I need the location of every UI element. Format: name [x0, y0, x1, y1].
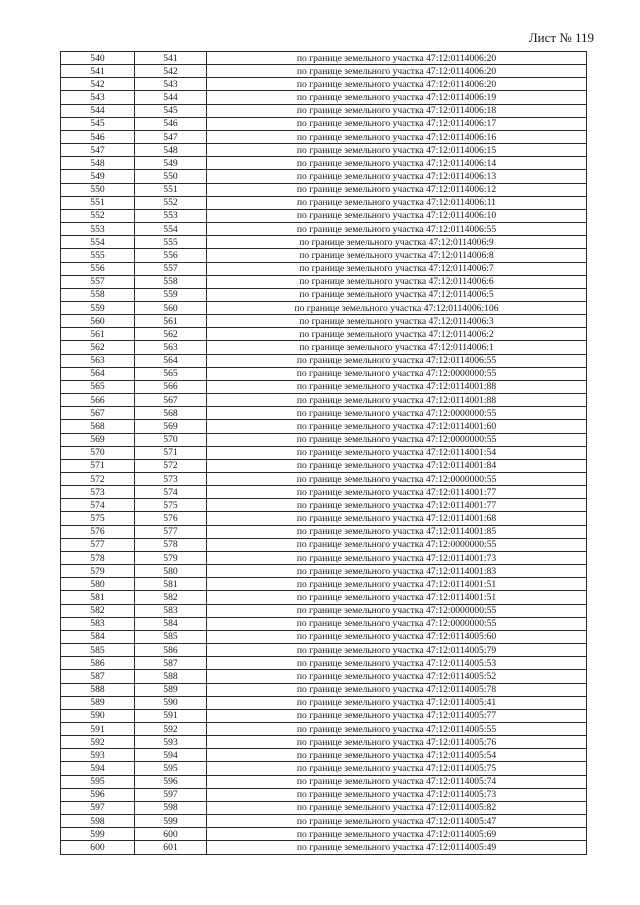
point-to-cell: 569 — [135, 420, 207, 433]
point-from-cell: 566 — [61, 394, 135, 407]
point-to-cell: 550 — [135, 170, 207, 183]
point-to-cell: 543 — [135, 78, 207, 91]
description-cell: по границе земельного участка 47:12:0114001:77 — [207, 499, 587, 512]
point-from-cell: 560 — [61, 315, 135, 328]
point-to-cell: 558 — [135, 275, 207, 288]
description-cell: по границе земельного участка 47:12:0114001:77 — [207, 486, 587, 499]
point-from-cell: 580 — [61, 578, 135, 591]
table-row — [61, 223, 587, 236]
point-to-cell: 565 — [135, 367, 207, 380]
point-from-cell: 570 — [61, 446, 135, 459]
point-to-cell: 570 — [135, 433, 207, 446]
description-cell: по границе земельного участка 47:12:0114001:68 — [207, 512, 587, 525]
table-row — [61, 486, 587, 499]
table-row — [61, 670, 587, 683]
point-from-cell: 543 — [61, 91, 135, 104]
point-from-cell: 594 — [61, 762, 135, 775]
table-row — [61, 762, 587, 775]
description-cell: по границе земельного участка 47:12:0114006:1 — [207, 341, 587, 354]
description-cell: по границе земельного участка 47:12:0114005:41 — [207, 696, 587, 709]
description-cell: по границе земельного участка 47:12:0114005:82 — [207, 801, 587, 814]
table-row — [61, 91, 587, 104]
table-row — [61, 473, 587, 486]
point-to-cell: 572 — [135, 459, 207, 472]
table-row — [61, 775, 587, 788]
point-to-cell: 593 — [135, 736, 207, 749]
point-from-cell: 561 — [61, 328, 135, 341]
point-to-cell: 556 — [135, 249, 207, 262]
point-to-cell: 551 — [135, 183, 207, 196]
point-to-cell: 548 — [135, 144, 207, 157]
description-cell: по границе земельного участка 47:12:0000000:55 — [207, 617, 587, 630]
description-cell: по границе земельного участка 47:12:0114005:75 — [207, 762, 587, 775]
table-row — [61, 683, 587, 696]
point-to-cell: 545 — [135, 104, 207, 117]
description-cell: по границе земельного участка 47:12:0114001:60 — [207, 420, 587, 433]
point-from-cell: 592 — [61, 736, 135, 749]
description-cell: по границе земельного участка 47:12:0114006:18 — [207, 104, 587, 117]
point-to-cell: 588 — [135, 670, 207, 683]
point-from-cell: 545 — [61, 117, 135, 130]
description-cell: по границе земельного участка 47:12:0114001:73 — [207, 551, 587, 564]
point-to-cell: 583 — [135, 604, 207, 617]
point-to-cell: 547 — [135, 130, 207, 143]
description-cell: по границе земельного участка 47:12:0114005:53 — [207, 657, 587, 670]
description-cell: по границе земельного участка 47:12:0000000:55 — [207, 473, 587, 486]
point-from-cell: 575 — [61, 512, 135, 525]
description-cell: по границе земельного участка 47:12:0114006:2 — [207, 328, 587, 341]
description-cell: по границе земельного участка 47:12:0114006:17 — [207, 117, 587, 130]
point-from-cell: 569 — [61, 433, 135, 446]
point-from-cell: 589 — [61, 696, 135, 709]
description-cell: по границе земельного участка 47:12:0114006:106 — [207, 301, 587, 314]
table-row — [61, 433, 587, 446]
table-row — [61, 630, 587, 643]
point-to-cell: 542 — [135, 65, 207, 78]
table-row — [61, 249, 587, 262]
point-to-cell: 553 — [135, 209, 207, 222]
point-to-cell: 575 — [135, 499, 207, 512]
description-cell: по границе земельного участка 47:12:0114005:76 — [207, 736, 587, 749]
description-cell: по границе земельного участка 47:12:0114005:49 — [207, 841, 587, 854]
point-from-cell: 584 — [61, 630, 135, 643]
description-cell: по границе земельного участка 47:12:0000000:55 — [207, 407, 587, 420]
table-row — [61, 617, 587, 630]
table-row — [61, 262, 587, 275]
point-to-cell: 561 — [135, 315, 207, 328]
description-cell: по границе земельного участка 47:12:0114006:14 — [207, 157, 587, 170]
table-row — [61, 157, 587, 170]
point-to-cell: 549 — [135, 157, 207, 170]
table-row — [61, 841, 587, 854]
point-to-cell: 567 — [135, 394, 207, 407]
point-to-cell: 585 — [135, 630, 207, 643]
point-from-cell: 588 — [61, 683, 135, 696]
point-to-cell: 601 — [135, 841, 207, 854]
description-cell: по границе земельного участка 47:12:0114006:12 — [207, 183, 587, 196]
table-row — [61, 446, 587, 459]
table-row — [61, 499, 587, 512]
point-to-cell: 552 — [135, 196, 207, 209]
description-cell: по границе земельного участка 47:12:0114006:5 — [207, 288, 587, 301]
description-cell: по границе земельного участка 47:12:0114005:78 — [207, 683, 587, 696]
point-from-cell: 563 — [61, 354, 135, 367]
table-row — [61, 749, 587, 762]
description-cell: по границе земельного участка 47:12:0114006:9 — [207, 236, 587, 249]
table-row — [61, 144, 587, 157]
point-to-cell: 555 — [135, 236, 207, 249]
table-row — [61, 815, 587, 828]
description-cell: по границе земельного участка 47:12:0114001:85 — [207, 525, 587, 538]
point-to-cell: 587 — [135, 657, 207, 670]
point-to-cell: 582 — [135, 591, 207, 604]
table-row — [61, 117, 587, 130]
description-cell: по границе земельного участка 47:12:0114001:83 — [207, 565, 587, 578]
point-from-cell: 542 — [61, 78, 135, 91]
description-cell: по границе земельного участка 47:12:0114006:20 — [207, 65, 587, 78]
point-to-cell: 590 — [135, 696, 207, 709]
point-from-cell: 564 — [61, 367, 135, 380]
table-row — [61, 275, 587, 288]
point-from-cell: 555 — [61, 249, 135, 262]
description-cell: по границе земельного участка 47:12:0114006:3 — [207, 315, 587, 328]
table-row — [61, 459, 587, 472]
point-from-cell: 586 — [61, 657, 135, 670]
point-from-cell: 579 — [61, 565, 135, 578]
point-to-cell: 581 — [135, 578, 207, 591]
description-cell: по границе земельного участка 47:12:0114006:20 — [207, 52, 587, 65]
point-to-cell: 594 — [135, 749, 207, 762]
table-row — [61, 104, 587, 117]
description-cell: по границе земельного участка 47:12:0000000:55 — [207, 367, 587, 380]
table-row — [61, 236, 587, 249]
table-row — [61, 657, 587, 670]
point-from-cell: 557 — [61, 275, 135, 288]
table-row — [61, 196, 587, 209]
point-to-cell: 559 — [135, 288, 207, 301]
table-row — [61, 78, 587, 91]
table-row — [61, 828, 587, 841]
table-row — [61, 604, 587, 617]
point-from-cell: 548 — [61, 157, 135, 170]
point-from-cell: 568 — [61, 420, 135, 433]
description-cell: по границе земельного участка 47:12:0114006:15 — [207, 144, 587, 157]
point-to-cell: 600 — [135, 828, 207, 841]
table-row — [61, 301, 587, 314]
description-cell: по границе земельного участка 47:12:0000000:55 — [207, 604, 587, 617]
description-cell: по границе земельного участка 47:12:0114006:55 — [207, 354, 587, 367]
table-row — [61, 315, 587, 328]
table-row — [61, 170, 587, 183]
point-to-cell: 578 — [135, 538, 207, 551]
description-cell: по границе земельного участка 47:12:0114005:60 — [207, 630, 587, 643]
point-to-cell: 554 — [135, 223, 207, 236]
table-row — [61, 288, 587, 301]
point-from-cell: 595 — [61, 775, 135, 788]
point-from-cell: 577 — [61, 538, 135, 551]
table-row — [61, 512, 587, 525]
description-cell: по границе земельного участка 47:12:0114005:77 — [207, 709, 587, 722]
point-from-cell: 549 — [61, 170, 135, 183]
point-to-cell: 544 — [135, 91, 207, 104]
point-from-cell: 576 — [61, 525, 135, 538]
point-from-cell: 558 — [61, 288, 135, 301]
point-from-cell: 541 — [61, 65, 135, 78]
point-from-cell: 562 — [61, 341, 135, 354]
point-to-cell: 577 — [135, 525, 207, 538]
table-row — [61, 380, 587, 393]
point-to-cell: 586 — [135, 644, 207, 657]
point-from-cell: 573 — [61, 486, 135, 499]
point-to-cell: 576 — [135, 512, 207, 525]
point-from-cell: 596 — [61, 788, 135, 801]
point-to-cell: 596 — [135, 775, 207, 788]
table-row — [61, 736, 587, 749]
table-row — [61, 420, 587, 433]
table-row — [61, 538, 587, 551]
table-row — [61, 407, 587, 420]
point-from-cell: 598 — [61, 815, 135, 828]
description-cell: по границе земельного участка 47:12:0114001:84 — [207, 459, 587, 472]
table-row — [61, 341, 587, 354]
description-cell: по границе земельного участка 47:12:0114006:19 — [207, 91, 587, 104]
point-from-cell: 600 — [61, 841, 135, 854]
point-from-cell: 571 — [61, 459, 135, 472]
point-from-cell: 593 — [61, 749, 135, 762]
point-from-cell: 552 — [61, 209, 135, 222]
point-to-cell: 574 — [135, 486, 207, 499]
point-from-cell: 574 — [61, 499, 135, 512]
point-from-cell: 572 — [61, 473, 135, 486]
sheet-number: Лист № 119 — [528, 30, 594, 45]
point-from-cell: 550 — [61, 183, 135, 196]
table-row — [61, 328, 587, 341]
point-from-cell: 547 — [61, 144, 135, 157]
point-from-cell: 578 — [61, 551, 135, 564]
table-row — [61, 551, 587, 564]
description-cell: по границе земельного участка 47:12:0114001:51 — [207, 591, 587, 604]
point-from-cell: 565 — [61, 380, 135, 393]
point-to-cell: 591 — [135, 709, 207, 722]
description-cell: по границе земельного участка 47:12:0114006:16 — [207, 130, 587, 143]
point-to-cell: 598 — [135, 801, 207, 814]
table-row — [61, 788, 587, 801]
point-from-cell: 582 — [61, 604, 135, 617]
point-from-cell: 567 — [61, 407, 135, 420]
point-to-cell: 589 — [135, 683, 207, 696]
description-cell: по границе земельного участка 47:12:0000000:55 — [207, 538, 587, 551]
point-from-cell: 587 — [61, 670, 135, 683]
description-cell: по границе земельного участка 47:12:0114001:51 — [207, 578, 587, 591]
point-to-cell: 573 — [135, 473, 207, 486]
point-to-cell: 592 — [135, 722, 207, 735]
point-from-cell: 554 — [61, 236, 135, 249]
point-from-cell: 599 — [61, 828, 135, 841]
table-row — [61, 578, 587, 591]
point-from-cell: 585 — [61, 644, 135, 657]
table-row — [61, 709, 587, 722]
point-to-cell: 546 — [135, 117, 207, 130]
point-to-cell: 560 — [135, 301, 207, 314]
description-cell: по границе земельного участка 47:12:0114005:47 — [207, 815, 587, 828]
point-to-cell: 541 — [135, 52, 207, 65]
description-cell: по границе земельного участка 47:12:0114006:7 — [207, 262, 587, 275]
point-from-cell: 559 — [61, 301, 135, 314]
point-from-cell: 551 — [61, 196, 135, 209]
point-to-cell: 595 — [135, 762, 207, 775]
description-cell: по границе земельного участка 47:12:0114001:88 — [207, 394, 587, 407]
description-cell: по границе земельного участка 47:12:0114005:73 — [207, 788, 587, 801]
point-from-cell: 553 — [61, 223, 135, 236]
point-to-cell: 579 — [135, 551, 207, 564]
description-cell: по границе земельного участка 47:12:0114005:74 — [207, 775, 587, 788]
description-cell: по границе земельного участка 47:12:0114006:10 — [207, 209, 587, 222]
table-row — [61, 354, 587, 367]
boundary-table — [60, 51, 587, 855]
point-from-cell: 540 — [61, 52, 135, 65]
description-cell: по границе земельного участка 47:12:0000000:55 — [207, 433, 587, 446]
description-cell: по границе земельного участка 47:12:0114005:69 — [207, 828, 587, 841]
description-cell: по границе земельного участка 47:12:0114006:8 — [207, 249, 587, 262]
table-row — [61, 65, 587, 78]
table-row — [61, 130, 587, 143]
description-cell: по границе земельного участка 47:12:0114006:55 — [207, 223, 587, 236]
description-cell: по границе земельного участка 47:12:0114005:55 — [207, 722, 587, 735]
point-from-cell: 556 — [61, 262, 135, 275]
table-row — [61, 644, 587, 657]
description-cell: по границе земельного участка 47:12:0114005:52 — [207, 670, 587, 683]
point-to-cell: 566 — [135, 380, 207, 393]
point-from-cell: 544 — [61, 104, 135, 117]
point-to-cell: 584 — [135, 617, 207, 630]
boundary-table-body — [61, 52, 587, 855]
table-row — [61, 367, 587, 380]
point-from-cell: 590 — [61, 709, 135, 722]
point-from-cell: 546 — [61, 130, 135, 143]
table-row — [61, 696, 587, 709]
point-to-cell: 568 — [135, 407, 207, 420]
point-to-cell: 597 — [135, 788, 207, 801]
point-to-cell: 599 — [135, 815, 207, 828]
point-from-cell: 591 — [61, 722, 135, 735]
description-cell: по границе земельного участка 47:12:0114001:54 — [207, 446, 587, 459]
description-cell: по границе земельного участка 47:12:0114006:13 — [207, 170, 587, 183]
point-to-cell: 563 — [135, 341, 207, 354]
point-to-cell: 564 — [135, 354, 207, 367]
point-from-cell: 597 — [61, 801, 135, 814]
point-to-cell: 571 — [135, 446, 207, 459]
table-row — [61, 801, 587, 814]
description-cell: по границе земельного участка 47:12:0114006:20 — [207, 78, 587, 91]
table-row — [61, 209, 587, 222]
point-to-cell: 580 — [135, 565, 207, 578]
point-from-cell: 583 — [61, 617, 135, 630]
description-cell: по границе земельного участка 47:12:0114006:11 — [207, 196, 587, 209]
table-row — [61, 525, 587, 538]
description-cell: по границе земельного участка 47:12:0114005:79 — [207, 644, 587, 657]
point-to-cell: 557 — [135, 262, 207, 275]
table-row — [61, 591, 587, 604]
table-row — [61, 394, 587, 407]
table-row — [61, 183, 587, 196]
description-cell: по границе земельного участка 47:12:0114005:54 — [207, 749, 587, 762]
description-cell: по границе земельного участка 47:12:0114001:88 — [207, 380, 587, 393]
description-cell: по границе земельного участка 47:12:0114006:6 — [207, 275, 587, 288]
point-to-cell: 562 — [135, 328, 207, 341]
table-row — [61, 722, 587, 735]
table-row — [61, 565, 587, 578]
table-row — [61, 52, 587, 65]
point-from-cell: 581 — [61, 591, 135, 604]
